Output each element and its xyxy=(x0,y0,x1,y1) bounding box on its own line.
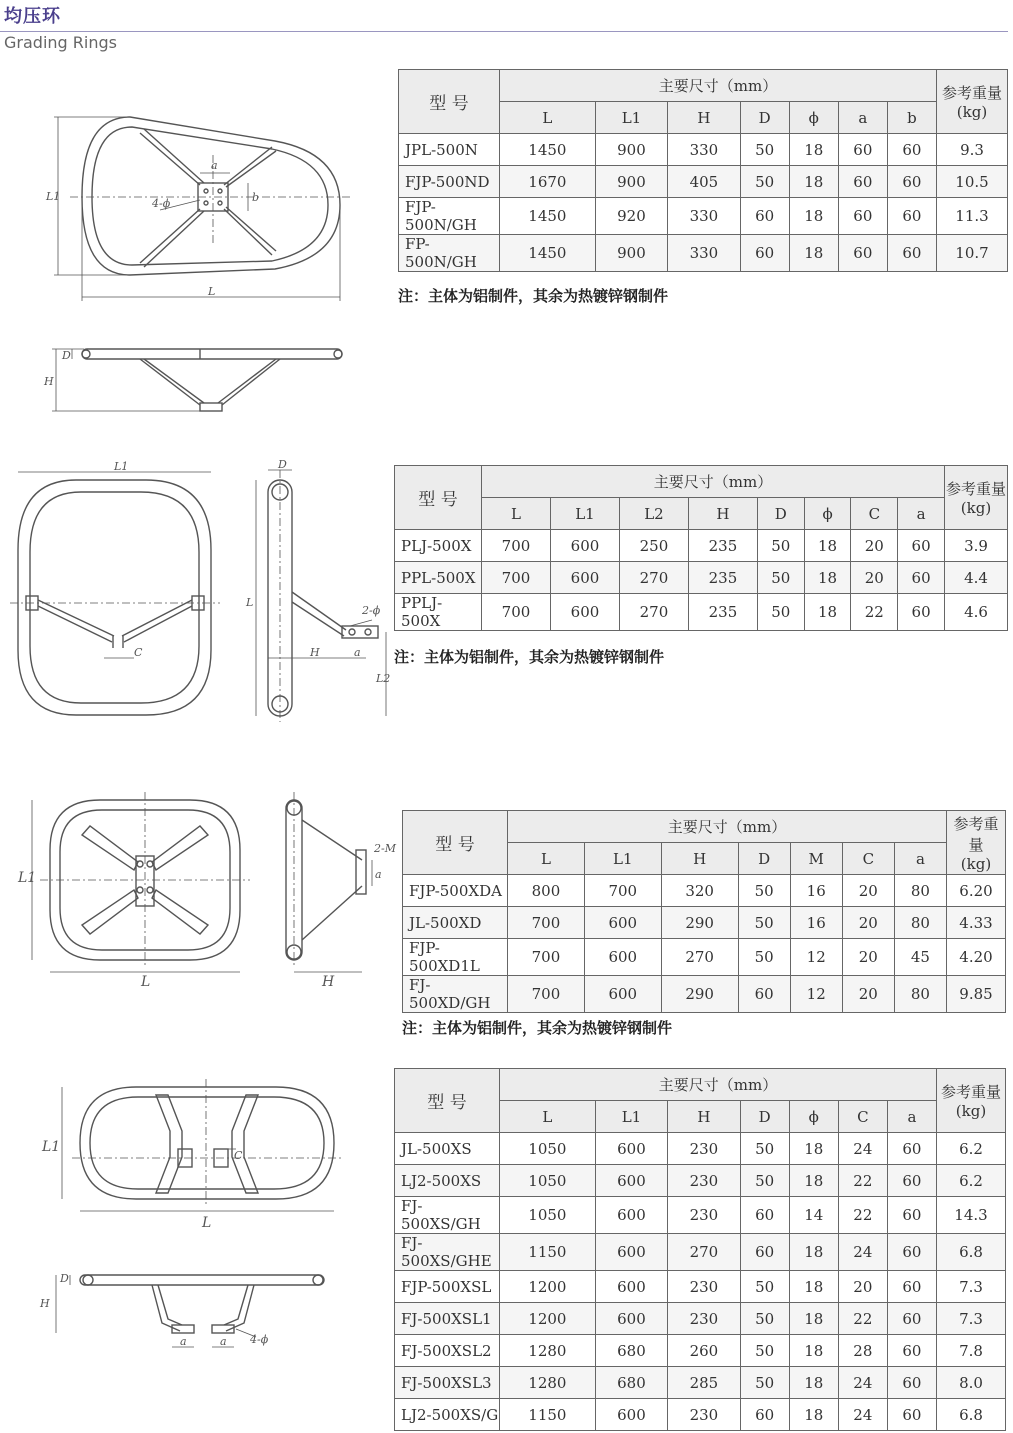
column-header: L xyxy=(500,1101,596,1133)
table-row xyxy=(395,1165,1006,1197)
model-cell: JL-500XD xyxy=(403,907,508,939)
value-cell: 18 xyxy=(789,1399,838,1431)
table-row xyxy=(395,1367,1006,1399)
column-header: H xyxy=(688,498,757,530)
value-cell: 80 xyxy=(894,875,946,907)
spec-table-3 xyxy=(402,810,1006,1013)
table-body xyxy=(395,1133,1006,1431)
column-header: L2 xyxy=(619,498,688,530)
dim-label-L: L xyxy=(208,285,216,298)
value-cell: 1450 xyxy=(500,134,596,166)
value-cell: 24 xyxy=(838,1133,887,1165)
value-cell: 60 xyxy=(740,1234,789,1271)
value-cell: 50 xyxy=(757,530,804,562)
column-header: L xyxy=(482,498,551,530)
value-cell: 60 xyxy=(887,235,936,272)
column-header: a xyxy=(898,498,945,530)
value-cell: 600 xyxy=(595,1197,667,1234)
value-cell: 60 xyxy=(887,1133,936,1165)
spec-table-1 xyxy=(398,69,1008,272)
column-header: b xyxy=(887,102,936,134)
value-cell: 700 xyxy=(482,562,551,594)
value-cell: 9.85 xyxy=(947,976,1006,1013)
material-note-3: 注：主体为铝制件，其余为热镀锌钢制件 xyxy=(402,1019,673,1037)
column-header: C xyxy=(838,1101,887,1133)
value-cell: 680 xyxy=(595,1335,667,1367)
dim-label-b: b xyxy=(252,191,260,204)
weight-header-line2: (kg) xyxy=(955,1102,987,1120)
value-cell: 920 xyxy=(595,198,667,235)
dim-label-a: a xyxy=(211,159,218,172)
value-cell: 11.3 xyxy=(937,198,1008,235)
value-cell: 80 xyxy=(894,907,946,939)
model-cell: FJ-500XSL2 xyxy=(395,1335,500,1367)
value-cell: 680 xyxy=(595,1367,667,1399)
value-cell: 600 xyxy=(595,1303,667,1335)
value-cell: 330 xyxy=(668,198,740,235)
value-cell: 330 xyxy=(668,134,740,166)
weight-header-line1: 参考重量 xyxy=(941,84,1002,102)
value-cell: 80 xyxy=(894,976,946,1013)
value-cell: 800 xyxy=(508,875,585,907)
value-cell: 60 xyxy=(887,1399,936,1431)
value-cell: 230 xyxy=(668,1399,740,1431)
value-cell: 24 xyxy=(838,1399,887,1431)
weight-header-line1: 参考重量 xyxy=(953,814,999,854)
value-cell: 60 xyxy=(898,562,945,594)
value-cell: 1150 xyxy=(500,1234,596,1271)
value-cell: 600 xyxy=(595,1399,667,1431)
dim-label-a2-s4: a xyxy=(220,1335,227,1348)
value-cell: 28 xyxy=(838,1335,887,1367)
value-cell: 700 xyxy=(508,907,585,939)
table-row xyxy=(399,235,1008,272)
value-cell: 18 xyxy=(804,594,851,631)
value-cell: 50 xyxy=(757,594,804,631)
column-header: L1 xyxy=(550,498,619,530)
col-model-header: 型 号 xyxy=(399,70,500,134)
col-weight-header xyxy=(937,1069,1006,1133)
model-cell: PLJ-500X xyxy=(395,530,482,562)
model-cell: FJP-500XDA xyxy=(403,875,508,907)
dim-label-2phi: 2-ϕ xyxy=(362,604,381,617)
value-cell: 14 xyxy=(789,1197,838,1234)
column-header: D xyxy=(757,498,804,530)
value-cell: 700 xyxy=(508,976,585,1013)
value-cell: 60 xyxy=(898,594,945,631)
value-cell: 20 xyxy=(842,907,894,939)
value-cell: 270 xyxy=(619,562,688,594)
table-row xyxy=(395,1335,1006,1367)
value-cell: 600 xyxy=(550,562,619,594)
table-row xyxy=(395,1271,1006,1303)
value-cell: 60 xyxy=(887,1234,936,1271)
column-header: ϕ xyxy=(789,102,838,134)
column-header: D xyxy=(740,1101,789,1133)
column-header-row xyxy=(395,498,1008,530)
value-cell: 60 xyxy=(838,235,887,272)
value-cell: 600 xyxy=(595,1133,667,1165)
table-row xyxy=(399,134,1008,166)
value-cell: 4.6 xyxy=(945,594,1008,631)
value-cell: 1450 xyxy=(500,235,596,272)
model-cell: FP-500N/GH xyxy=(399,235,500,272)
value-cell: 10.7 xyxy=(937,235,1008,272)
column-header: H xyxy=(668,1101,740,1133)
value-cell: 1150 xyxy=(500,1399,596,1431)
column-header: a xyxy=(838,102,887,134)
table-body xyxy=(403,875,1006,1013)
value-cell: 22 xyxy=(838,1303,887,1335)
table-body xyxy=(395,530,1008,631)
drawing-rounded-rectangle-ring xyxy=(6,460,394,730)
value-cell: 1200 xyxy=(500,1303,596,1335)
value-cell: 600 xyxy=(595,1234,667,1271)
value-cell: 50 xyxy=(738,907,790,939)
value-cell: 700 xyxy=(482,594,551,631)
value-cell: 18 xyxy=(789,1271,838,1303)
material-note-2: 注：主体为铝制件，其余为热镀锌钢制件 xyxy=(394,648,665,666)
model-cell: JPL-500N xyxy=(399,134,500,166)
value-cell: 18 xyxy=(789,1335,838,1367)
value-cell: 50 xyxy=(738,875,790,907)
col-model-header: 型 号 xyxy=(395,466,482,530)
model-cell: FJP-500XSL xyxy=(395,1271,500,1303)
value-cell: 18 xyxy=(804,562,851,594)
col-dims-header: 主要尺寸（mm） xyxy=(500,70,937,102)
column-header: D xyxy=(740,102,789,134)
value-cell: 235 xyxy=(688,594,757,631)
value-cell: 250 xyxy=(619,530,688,562)
dim-label-L-s4: L xyxy=(202,1215,212,1231)
value-cell: 600 xyxy=(584,939,661,976)
dim-label-L-s3: L xyxy=(141,974,151,990)
value-cell: 20 xyxy=(851,530,898,562)
value-cell: 900 xyxy=(595,235,667,272)
model-cell: FJ-500XS/GHE xyxy=(395,1234,500,1271)
value-cell: 1280 xyxy=(500,1367,596,1399)
col-weight-header xyxy=(945,466,1008,530)
column-header: L xyxy=(508,843,585,875)
col-dims-header: 主要尺寸（mm） xyxy=(508,811,947,843)
page-title-en: Grading Rings xyxy=(4,33,117,52)
value-cell: 50 xyxy=(740,166,789,198)
value-cell: 18 xyxy=(789,1133,838,1165)
column-header: L1 xyxy=(595,102,667,134)
value-cell: 16 xyxy=(790,907,842,939)
value-cell: 50 xyxy=(740,1133,789,1165)
drawing-circular-ring xyxy=(10,790,400,990)
table-row xyxy=(395,530,1008,562)
value-cell: 600 xyxy=(595,1165,667,1197)
value-cell: 50 xyxy=(740,134,789,166)
value-cell: 60 xyxy=(740,235,789,272)
model-cell: FJP-500XD1L xyxy=(403,939,508,976)
value-cell: 230 xyxy=(668,1303,740,1335)
spec-table-2 xyxy=(394,465,1008,631)
dim-label-L2: L2 xyxy=(376,672,391,685)
value-cell: 900 xyxy=(595,134,667,166)
column-header: L1 xyxy=(584,843,661,875)
table-row xyxy=(403,907,1006,939)
model-cell: PPLJ-500X xyxy=(395,594,482,631)
value-cell: 900 xyxy=(595,166,667,198)
dim-label-2M: 2-M xyxy=(374,842,396,855)
value-cell: 4.33 xyxy=(947,907,1006,939)
value-cell: 12 xyxy=(790,976,842,1013)
value-cell: 7.3 xyxy=(937,1303,1006,1335)
dim-label-a-s2: a xyxy=(354,646,361,659)
table-row xyxy=(395,1197,1006,1234)
drawing-stadium-ring xyxy=(36,1075,366,1365)
header-divider xyxy=(0,31,1008,32)
value-cell: 45 xyxy=(894,939,946,976)
value-cell: 60 xyxy=(838,198,887,235)
weight-header-line1: 参考重量 xyxy=(945,480,1006,498)
value-cell: 60 xyxy=(887,1197,936,1234)
value-cell: 60 xyxy=(740,1197,789,1234)
value-cell: 14.3 xyxy=(937,1197,1006,1234)
model-cell: LJ2-500XS/G xyxy=(395,1399,500,1431)
value-cell: 20 xyxy=(842,976,894,1013)
value-cell: 20 xyxy=(838,1271,887,1303)
value-cell: 600 xyxy=(595,1271,667,1303)
dim-label-L1: L1 xyxy=(46,190,61,203)
column-header: L xyxy=(500,102,596,134)
dim-label-4phi-s4: 4-ϕ xyxy=(250,1333,269,1346)
value-cell: 1050 xyxy=(500,1133,596,1165)
col-dims-header: 主要尺寸（mm） xyxy=(500,1069,937,1101)
value-cell: 1450 xyxy=(500,198,596,235)
value-cell: 18 xyxy=(804,530,851,562)
value-cell: 600 xyxy=(584,907,661,939)
dim-label-C-s2: C xyxy=(134,646,143,659)
value-cell: 235 xyxy=(688,530,757,562)
model-cell: FJ-500XSL1 xyxy=(395,1303,500,1335)
value-cell: 270 xyxy=(619,594,688,631)
value-cell: 6.2 xyxy=(937,1165,1006,1197)
value-cell: 7.3 xyxy=(937,1271,1006,1303)
column-header: ϕ xyxy=(804,498,851,530)
value-cell: 60 xyxy=(898,530,945,562)
value-cell: 60 xyxy=(738,976,790,1013)
model-cell: FJP-500N/GH xyxy=(399,198,500,235)
value-cell: 60 xyxy=(838,166,887,198)
value-cell: 290 xyxy=(661,976,738,1013)
value-cell: 7.8 xyxy=(937,1335,1006,1367)
value-cell: 230 xyxy=(668,1133,740,1165)
weight-header-line2: (kg) xyxy=(956,103,988,121)
column-header: ϕ xyxy=(789,1101,838,1133)
dim-label-a1-s4: a xyxy=(180,1335,187,1348)
value-cell: 18 xyxy=(789,1303,838,1335)
column-header: C xyxy=(842,843,894,875)
dim-label-D-s2: D xyxy=(278,460,287,471)
dim-label-C-s4: C xyxy=(234,1149,243,1162)
value-cell: 22 xyxy=(851,594,898,631)
table-body xyxy=(399,134,1008,272)
value-cell: 60 xyxy=(887,166,936,198)
value-cell: 22 xyxy=(838,1197,887,1234)
table-row xyxy=(395,1133,1006,1165)
table-row xyxy=(395,1303,1006,1335)
table-row xyxy=(395,1399,1006,1431)
column-header: H xyxy=(661,843,738,875)
value-cell: 18 xyxy=(789,1165,838,1197)
value-cell: 24 xyxy=(838,1234,887,1271)
model-cell: LJ2-500XS xyxy=(395,1165,500,1197)
value-cell: 60 xyxy=(887,134,936,166)
value-cell: 1670 xyxy=(500,166,596,198)
value-cell: 320 xyxy=(661,875,738,907)
column-header: L1 xyxy=(595,1101,667,1133)
value-cell: 60 xyxy=(740,198,789,235)
value-cell: 600 xyxy=(550,530,619,562)
weight-header-line2: (kg) xyxy=(960,499,992,517)
value-cell: 230 xyxy=(668,1197,740,1234)
value-cell: 16 xyxy=(790,875,842,907)
value-cell: 24 xyxy=(838,1367,887,1399)
dim-label-D: D xyxy=(62,349,71,362)
value-cell: 50 xyxy=(740,1303,789,1335)
value-cell: 700 xyxy=(482,530,551,562)
table-row xyxy=(395,1234,1006,1271)
col-model-header: 型 号 xyxy=(395,1069,500,1133)
table-row xyxy=(399,198,1008,235)
value-cell: 18 xyxy=(789,1367,838,1399)
value-cell: 20 xyxy=(851,562,898,594)
value-cell: 60 xyxy=(887,1271,936,1303)
model-cell: FJ-500XSL3 xyxy=(395,1367,500,1399)
value-cell: 1050 xyxy=(500,1197,596,1234)
value-cell: 600 xyxy=(584,976,661,1013)
col-model-header: 型 号 xyxy=(403,811,508,875)
value-cell: 50 xyxy=(740,1367,789,1399)
value-cell: 50 xyxy=(738,939,790,976)
column-header: M xyxy=(790,843,842,875)
dim-label-L-s2: L xyxy=(246,596,254,609)
model-cell: JL-500XS xyxy=(395,1133,500,1165)
value-cell: 4.4 xyxy=(945,562,1008,594)
column-header: a xyxy=(887,1101,936,1133)
value-cell: 270 xyxy=(668,1234,740,1271)
value-cell: 285 xyxy=(668,1367,740,1399)
value-cell: 330 xyxy=(668,235,740,272)
value-cell: 12 xyxy=(790,939,842,976)
value-cell: 405 xyxy=(668,166,740,198)
col-weight-header xyxy=(947,811,1006,875)
value-cell: 18 xyxy=(789,235,838,272)
value-cell: 20 xyxy=(842,875,894,907)
col-dims-header: 主要尺寸（mm） xyxy=(482,466,945,498)
weight-header-line1: 参考重量 xyxy=(940,1083,1001,1101)
weight-header-line2: (kg) xyxy=(960,854,992,873)
value-cell: 50 xyxy=(740,1271,789,1303)
column-header: H xyxy=(668,102,740,134)
value-cell: 4.20 xyxy=(947,939,1006,976)
page-title-cn: 均压环 xyxy=(4,6,61,27)
table-row xyxy=(399,166,1008,198)
value-cell: 270 xyxy=(661,939,738,976)
value-cell: 6.20 xyxy=(947,875,1006,907)
value-cell: 9.3 xyxy=(937,134,1008,166)
dim-label-H-s3: H xyxy=(322,974,335,990)
table-row xyxy=(403,976,1006,1013)
value-cell: 230 xyxy=(668,1165,740,1197)
value-cell: 18 xyxy=(789,198,838,235)
dim-label-H-s2: H xyxy=(310,646,320,659)
dim-label-L1-s3: L1 xyxy=(18,870,37,886)
value-cell: 60 xyxy=(838,134,887,166)
value-cell: 18 xyxy=(789,166,838,198)
dim-label-a-s3: a xyxy=(375,868,382,881)
value-cell: 60 xyxy=(887,1303,936,1335)
column-header: a xyxy=(894,843,946,875)
value-cell: 6.8 xyxy=(937,1234,1006,1271)
value-cell: 18 xyxy=(789,1234,838,1271)
value-cell: 50 xyxy=(740,1165,789,1197)
table-row xyxy=(395,562,1008,594)
spec-table-4 xyxy=(394,1068,1006,1431)
value-cell: 50 xyxy=(740,1335,789,1367)
dim-label-D-s4: D xyxy=(60,1272,69,1285)
value-cell: 60 xyxy=(740,1399,789,1431)
value-cell: 60 xyxy=(887,1165,936,1197)
value-cell: 20 xyxy=(842,939,894,976)
value-cell: 6.8 xyxy=(937,1399,1006,1431)
value-cell: 700 xyxy=(508,939,585,976)
material-note-1: 注：主体为铝制件，其余为热镀锌钢制件 xyxy=(398,287,669,305)
value-cell: 600 xyxy=(550,594,619,631)
value-cell: 60 xyxy=(887,1367,936,1399)
col-weight-header xyxy=(937,70,1008,134)
model-cell: PPL-500X xyxy=(395,562,482,594)
column-header: C xyxy=(851,498,898,530)
table-row xyxy=(403,875,1006,907)
value-cell: 18 xyxy=(789,134,838,166)
value-cell: 1050 xyxy=(500,1165,596,1197)
dim-label-H: H xyxy=(44,375,54,388)
model-cell: FJ-500XD/GH xyxy=(403,976,508,1013)
value-cell: 235 xyxy=(688,562,757,594)
model-cell: FJP-500ND xyxy=(399,166,500,198)
drawing-tapered-ring xyxy=(40,105,370,425)
value-cell: 700 xyxy=(584,875,661,907)
value-cell: 3.9 xyxy=(945,530,1008,562)
value-cell: 1200 xyxy=(500,1271,596,1303)
value-cell: 10.5 xyxy=(937,166,1008,198)
dim-label-L1-s4: L1 xyxy=(42,1139,61,1155)
value-cell: 290 xyxy=(661,907,738,939)
value-cell: 60 xyxy=(887,198,936,235)
column-header: D xyxy=(738,843,790,875)
dim-label-4phi: 4-ϕ xyxy=(152,197,171,210)
value-cell: 230 xyxy=(668,1271,740,1303)
value-cell: 8.0 xyxy=(937,1367,1006,1399)
table-row xyxy=(403,939,1006,976)
model-cell: FJ-500XS/GH xyxy=(395,1197,500,1234)
value-cell: 50 xyxy=(757,562,804,594)
value-cell: 6.2 xyxy=(937,1133,1006,1165)
dim-label-H-s4: H xyxy=(40,1297,50,1310)
dim-label-L1-s2: L1 xyxy=(114,460,129,473)
value-cell: 260 xyxy=(668,1335,740,1367)
value-cell: 60 xyxy=(887,1335,936,1367)
table-row xyxy=(395,594,1008,631)
value-cell: 1280 xyxy=(500,1335,596,1367)
value-cell: 22 xyxy=(838,1165,887,1197)
